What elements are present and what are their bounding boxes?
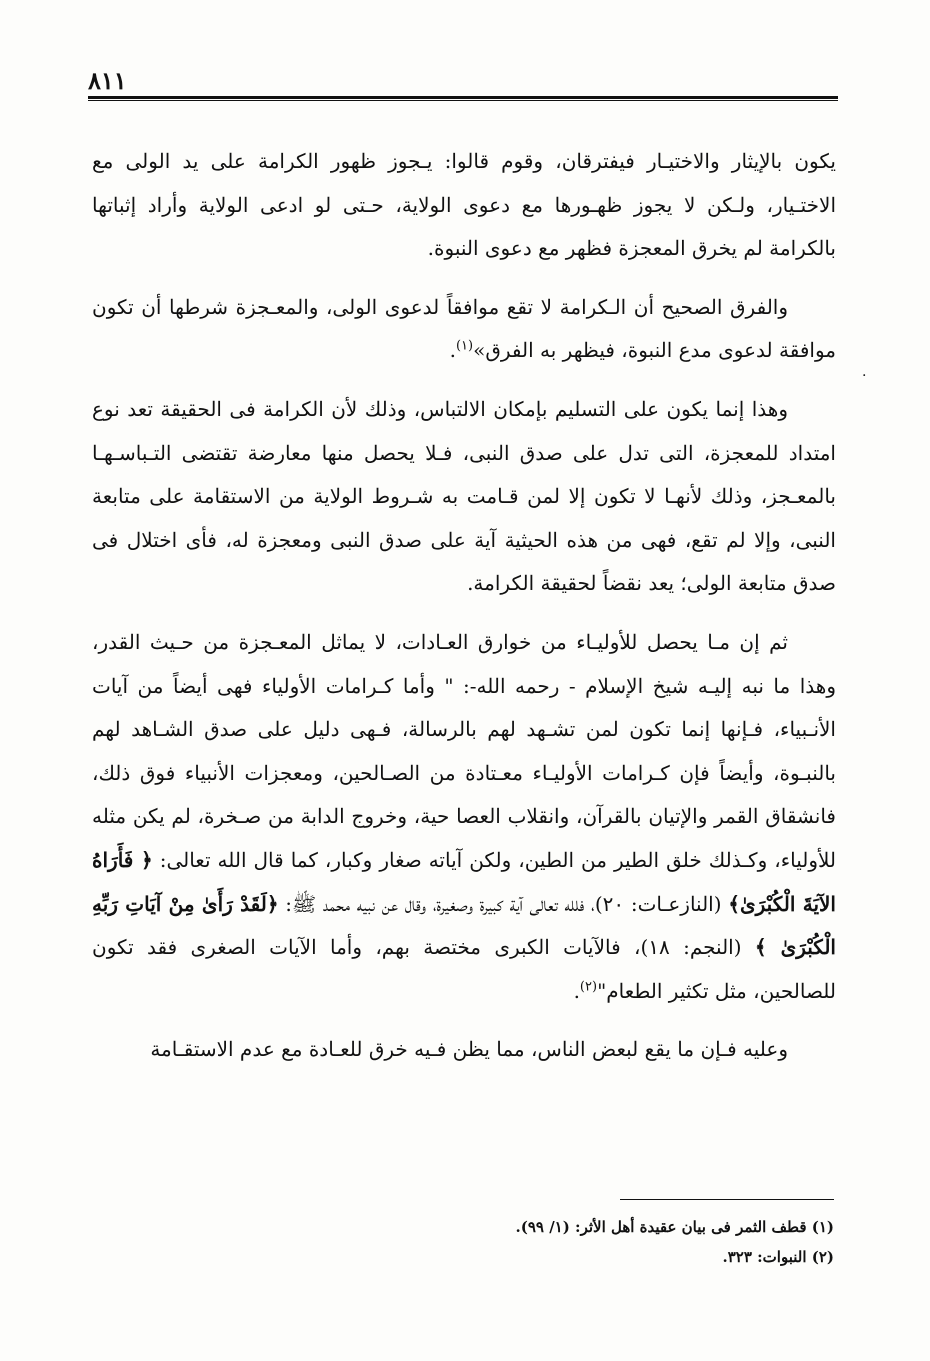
paragraph-4-cont: (النازعـات: ٢٠)، فلله تعالى آية كبيرة وصغيرة، وقال عن نبيه محمد ﷺ: — [285, 891, 722, 916]
page-number: ٨١١ — [88, 66, 127, 95]
paragraph-5: وعليه فـإن ما يقع لبعض الناس، مما يظن فـيه خرق للعـادة مع عدم الاستقـامة — [150, 1037, 788, 1062]
main-text — [92, 140, 836, 1087]
paragraph-4-end: (النجم: ١٨)، فالآيات الكبرى مختصة بهم، وأما الآيات الصغرى فقد تكون للصالحين، مثل تكثير الطعام" — [92, 935, 836, 1003]
period: . — [573, 978, 580, 1003]
margin-dot: . — [862, 364, 867, 380]
quran-verse-1: ﴿ فَأَرَاهُ الآيَةَ الْكُبْرَىٰ﴾ — [92, 847, 836, 916]
paragraph-2 — [92, 286, 836, 373]
footnote-1: (١) قطف الثمر فى بيان عقيدة أهل الأثر: (١/ ٩٩). — [515, 1218, 834, 1236]
footnotes — [300, 1212, 834, 1272]
footnote-ref-1: (١) — [455, 338, 474, 354]
header-rule — [88, 96, 838, 101]
quran-verse-2: ﴿لَقَدْ رَأَىٰ مِنْ آيَاتِ رَبِّهِ الْكُبْرَىٰ ﴾ — [92, 891, 836, 960]
paragraph-4 — [92, 621, 836, 1013]
footnote-rule — [620, 1199, 834, 1200]
paragraph-3: وهذا إنما يكون على التسليم بإمكان الالتباس، وذلك لأن الكرامة فى الحقيقة تعد نوع امتداد للمعجزة، التى تدل على صدق النبى، فـلا يحصل منها معارضة تقتضى التـباسـهـا بالمعـجز، وذلك لأنهـا لا تكون إلا لمن قـامت به شـروط الولاية من الاستقامة على متابعة النبى، وإلا لم تقع، فهى من هذه الحيثية آية على صدق النبى ومعجزة له، فأى اختلال فى صدق متابعة الولى؛ يعد نقضاً لحقيقة الكرامة. — [92, 396, 836, 596]
period: . — [449, 338, 456, 363]
paragraph-4-text: ثم إن مـا يحصل للأوليـاء من خوارق العـادات، لا يماثل المعـجزة من حـيث القدر، وهذا ما نبه إليـه شيخ الإسلام - رحمه الله-: " وأما كـرامات الأولياء فهى أيضاً من آيات الأنـبياء، فـإنها إنما تكون لمن تشـهد لهم بالرسالة، فـهى دليل على صدق الشـاهد لهم بالنبـوة، وأيضاً فإن كـرامات الأوليـاء معـتادة من الصـالحين، ومعجزات الأنبياء فوق ذلك، فانشقاق القمر والإتيان بالقرآن، وانقلاب العصا حية، وخروج الدابة من صـخرة، لم يكن مثله للأولياء، وكـذلك خلق الطير من الطين، ولكن آياته صغار وكبار، كما قال الله تعالى: — [92, 629, 837, 872]
paragraph-1: يكون بالإيثار والاختيـار فيفترقان، وقوم قالوا: يـجوز ظهور الكرامة على يد الولى مع الاختـيار، ولـكن لا يجوز ظهـورها مع دعوى الولاية، حـتى لو ادعى الولاية وأراد إثباتها بالكرامة لم يخرق المعجزة فظهر مع دعوى النبوة. — [92, 149, 836, 261]
footnote-ref-2: (٢) — [579, 979, 598, 995]
footnote-2: (٢) النبوات: ٣٢٣. — [722, 1248, 834, 1266]
paragraph-2-text: والفرق الصحيح أن الـكرامة لا تقع موافقاً لدعوى الولى، والمعـجزة شرطها أن تكون موافقة لدعوى مدع النبوة، فيظهر به الفرق» — [92, 294, 836, 363]
